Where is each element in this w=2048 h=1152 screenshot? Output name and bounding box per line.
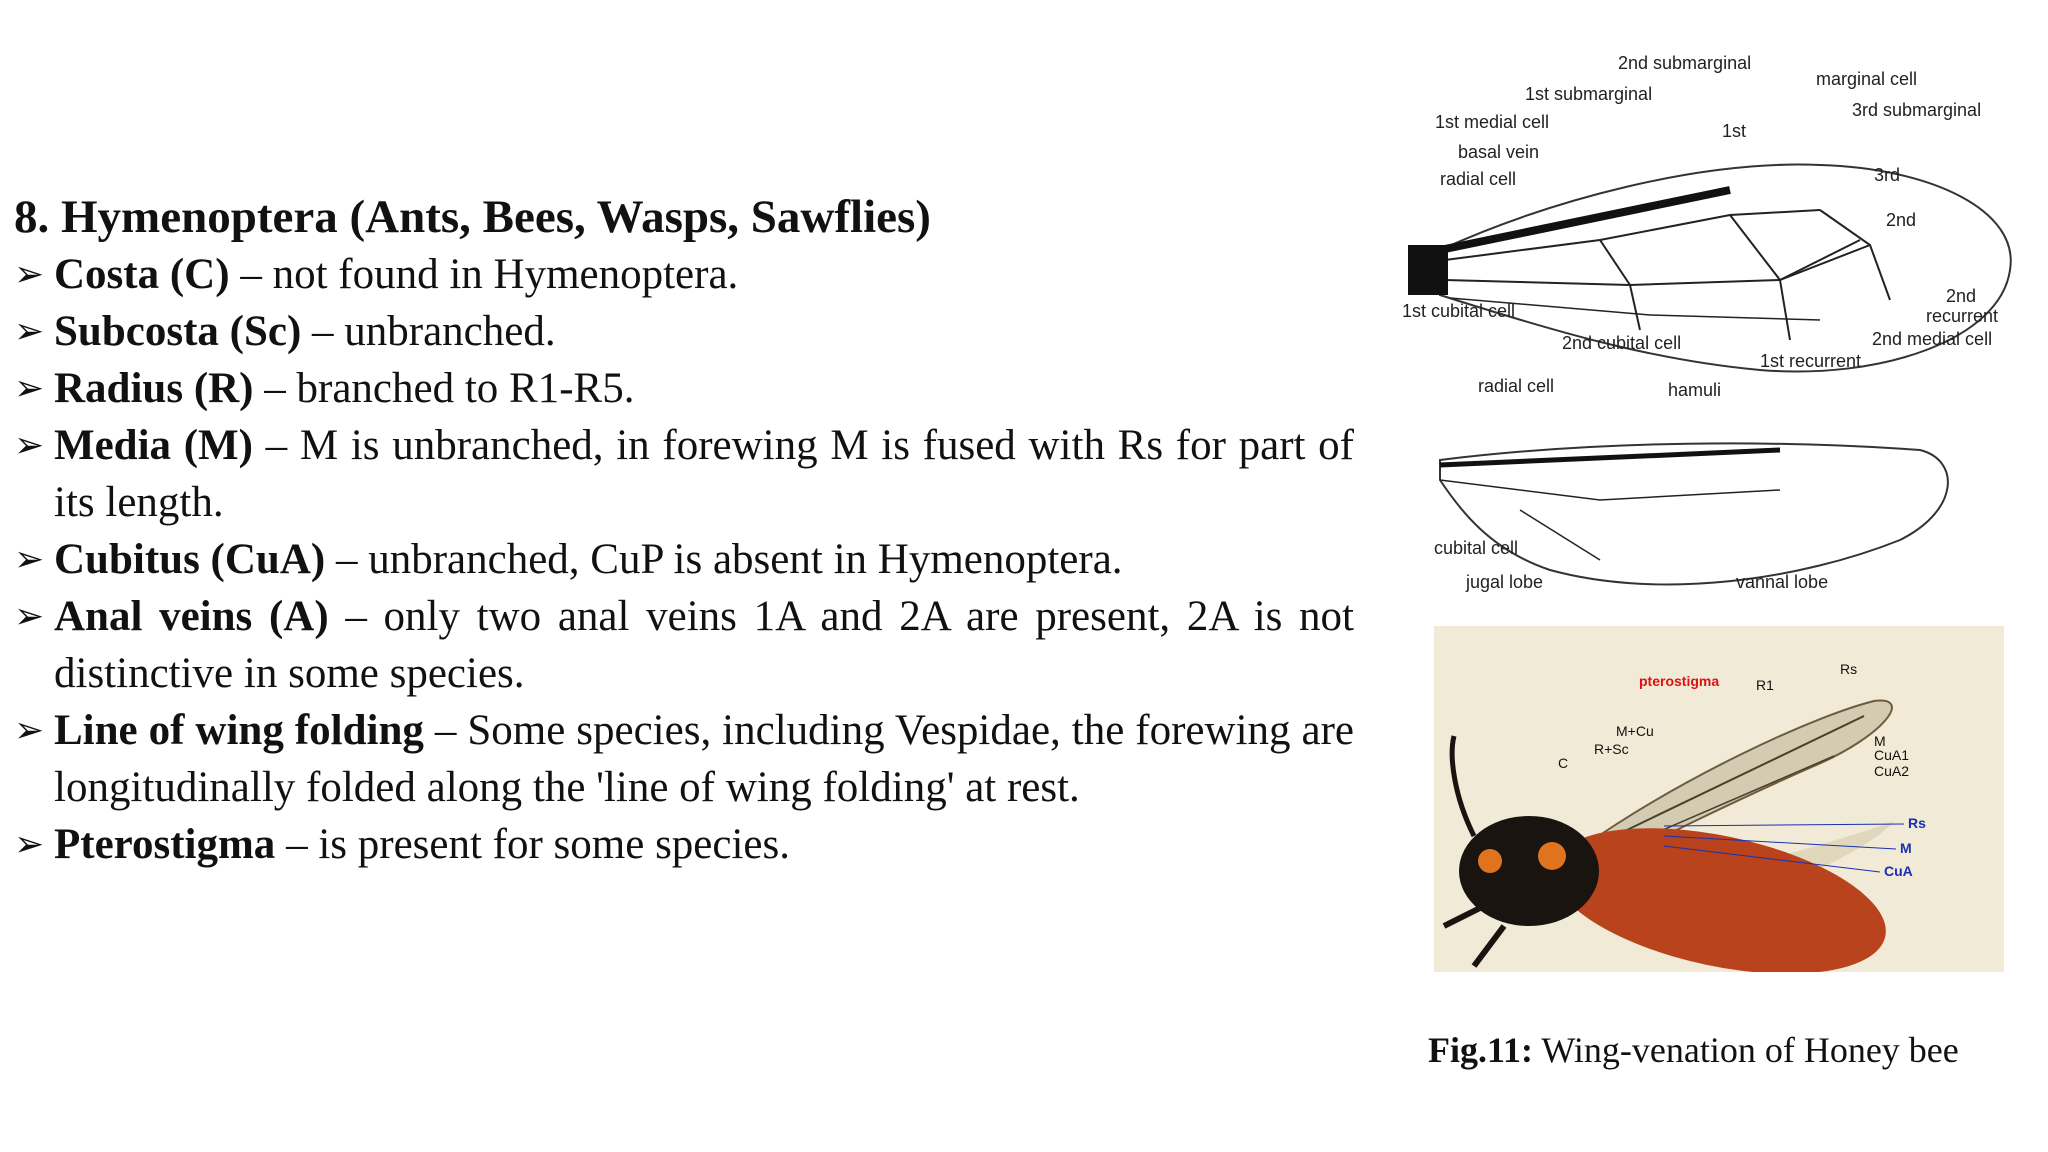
label-rs-top: Rs (1840, 661, 1858, 677)
label-m-cu: M+Cu (1616, 723, 1654, 739)
wing-venation-diagram (1400, 40, 2040, 610)
bullet-item (14, 360, 1354, 417)
arrow-bullet-icon: ➢ (14, 425, 45, 465)
bullet-text: – not found in Hymenoptera. (229, 251, 739, 298)
label-recurrent: recurrent (1926, 306, 1999, 326)
bullet-item (14, 702, 1354, 816)
label-3rd-submarginal: 3rd submarginal (1852, 100, 1982, 120)
label-radial-cell-hindwing: radial cell (1478, 376, 1555, 396)
bullet-term: Subcosta (Sc) (54, 308, 302, 355)
label-1st-submarginal: 1st submarginal (1525, 84, 1653, 104)
bullet-item (14, 531, 1354, 588)
bullet-term: Anal veins (A) (54, 593, 329, 640)
label-3rd: 3rd (1874, 165, 1901, 185)
caption-label: Fig.11: (1428, 1030, 1533, 1070)
label-vannal-lobe: vannal lobe (1736, 572, 1829, 592)
label-radial-cell: radial cell (1440, 169, 1517, 189)
bullet-text: – Some species, including Vespidae, the forewing are longitudinally folded along the 'line of wing folding' at rest. (54, 707, 1354, 811)
bullet-text: – unbranched, CuP is absent in Hymenoptera. (325, 536, 1123, 583)
label-1st-cubital-cell: 1st cubital cell (1402, 301, 1516, 321)
bullet-term: Line of wing folding (54, 707, 424, 754)
bullet-list (14, 246, 1354, 873)
figure-caption (1428, 1028, 1959, 1072)
label-pterostigma: pterostigma (1639, 673, 1720, 689)
arrow-bullet-icon: ➢ (14, 596, 45, 636)
arrow-bullet-icon: ➢ (14, 254, 45, 294)
label-basal-vein: basal vein (1458, 142, 1540, 162)
label-2nd-submarginal: 2nd submarginal (1618, 53, 1752, 73)
arrow-bullet-icon: ➢ (14, 824, 45, 864)
bullet-text: – only two anal veins 1A and 2A are present, 2A is not distinctive in some species. (54, 593, 1354, 697)
arrow-bullet-icon: ➢ (14, 539, 45, 579)
bullet-term: Media (M) (54, 422, 253, 469)
label-rs-blue: Rs (1908, 815, 1926, 831)
bullet-text: – is present for some species. (275, 821, 790, 868)
bullet-item (14, 246, 1354, 303)
label-c: C (1558, 755, 1569, 771)
label-m-top: M (1874, 733, 1886, 749)
bullet-text: – unbranched. (301, 308, 556, 355)
label-1st: 1st (1722, 121, 1747, 141)
bullet-item (14, 417, 1354, 531)
label-marginal-cell: marginal cell (1816, 69, 1918, 89)
bullet-text: – M is unbranched, in forewing M is fused with Rs for part of its length. (54, 422, 1354, 526)
arrow-bullet-icon: ➢ (14, 710, 45, 750)
label-cua1: CuA1 (1874, 747, 1910, 763)
bullet-term: Radius (R) (54, 365, 254, 412)
bullet-term: Pterostigma (54, 821, 276, 868)
caption-text: Wing-venation of Honey bee (1533, 1030, 1959, 1070)
sawfly-photo (1434, 626, 2004, 972)
label-2nd-cubital-cell: 2nd cubital cell (1562, 333, 1682, 353)
label-2nd: 2nd (1886, 210, 1917, 230)
label-1st-medial-cell: 1st medial cell (1435, 112, 1550, 132)
bullet-term: Cubitus (CuA) (54, 536, 326, 583)
bullet-term: Costa (C) (54, 251, 230, 298)
label-2nd-recurrent: 2nd (1946, 286, 1977, 306)
label-r-sc: R+Sc (1594, 741, 1629, 757)
bullet-text: – branched to R1-R5. (253, 365, 635, 412)
arrow-bullet-icon: ➢ (14, 368, 45, 408)
text-column (14, 188, 1354, 873)
bullet-item (14, 816, 1354, 873)
bullet-item (14, 588, 1354, 702)
label-2nd-medial-cell: 2nd medial cell (1872, 329, 1993, 349)
label-1st-recurrent: 1st recurrent (1760, 351, 1862, 371)
section-heading: 8. Hymenoptera (Ants, Bees, Wasps, Sawflies) (14, 191, 931, 243)
bullet-item (14, 303, 1354, 360)
arrow-bullet-icon: ➢ (14, 311, 45, 351)
label-jugal-lobe: jugal lobe (1466, 572, 1544, 592)
label-cubital-cell: cubital cell (1434, 538, 1519, 558)
label-cua2: CuA2 (1874, 763, 1910, 779)
label-hamuli: hamuli (1668, 380, 1722, 400)
label-r1: R1 (1756, 677, 1774, 693)
label-cua-blue: CuA (1884, 863, 1913, 879)
label-m-blue: M (1900, 840, 1912, 856)
